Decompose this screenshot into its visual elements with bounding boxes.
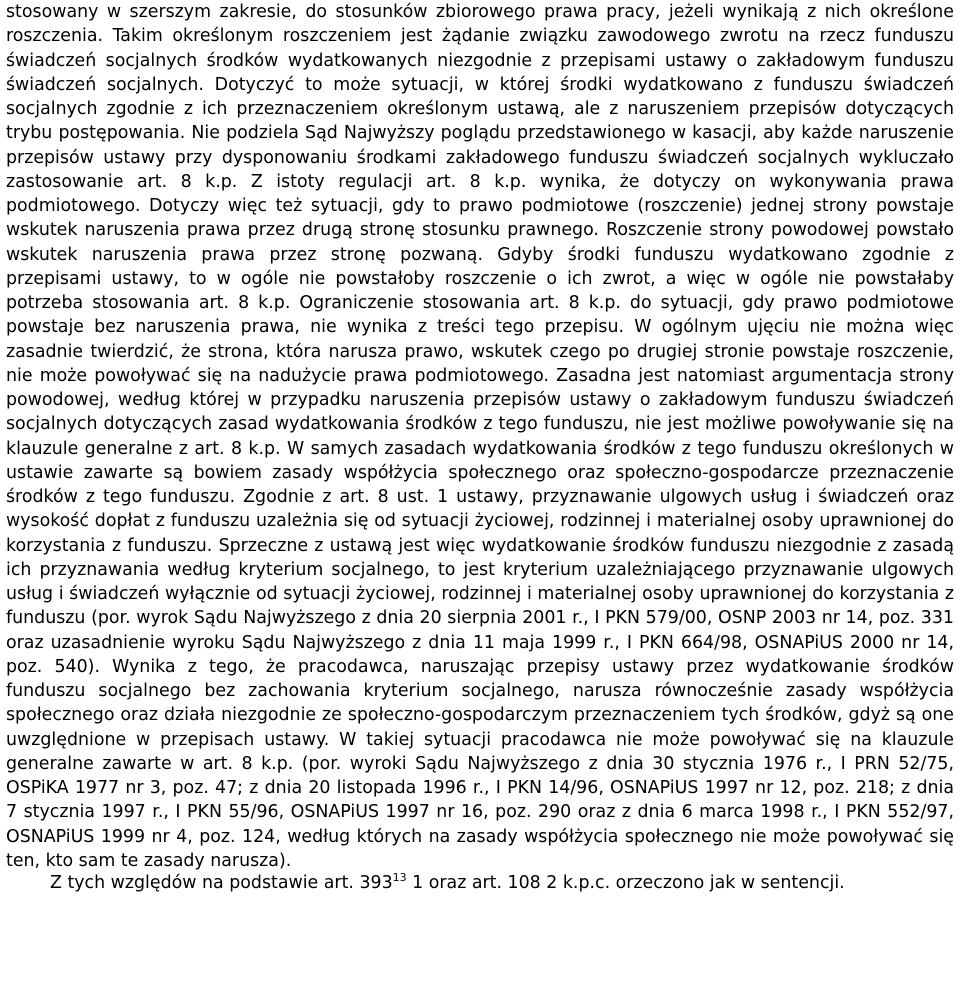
- closing-text-end: 1 oraz art. 108 2 k.p.c. orzeczono jak w sentencji.: [406, 873, 845, 893]
- closing-text-start: Z tych względów na podstawie art. 393: [50, 873, 393, 893]
- closing-paragraph: [6, 871, 954, 895]
- article-superscript: 13: [392, 871, 407, 884]
- body-paragraph: stosowany w szerszym zakresie, do stosunków zbiorowego prawa pracy, jeżeli wynikają z nich określone roszczenia. Takim określonym roszczeniem jest żądanie związku zawodowego zwrotu na rzecz funduszu świadczeń socjalnych środków wydatkowanych niezgodnie z przepisami ustawy o zakładowym funduszu świadczeń socjalnych. Dotyczyć to może sytuacji, w której środki wydatkowano z funduszu świadczeń socjalnych zgodnie z ich przeznaczeniem określonym ustawą, ale z naruszeniem przepisów dotyczących trybu postępowania. Nie podziela Sąd Najwyższy poglądu przedstawionego w kasacji, aby każde naruszenie przepisów ustawy przy dysponowaniu środkami zakładowego funduszu świadczeń socjalnych wykluczało zastosowanie art. 8 k.p. Z istoty regulacji art. 8 k.p. wynika, że dotyczy on wykonywania prawa podmiotowego. Dotyczy więc też sytuacji, gdy to prawo podmiotowe (roszczenie) jednej strony powstaje wskutek naruszenia prawa przez drugą stronę stosunku prawnego. Roszczenie strony powodowej powstało wskutek naruszenia prawa przez stronę pozwaną. Gdyby środki funduszu wydatkowano zgodnie z przepisami ustawy, to w ogóle nie powstałoby roszczenie o ich zwrot, a więc w ogóle nie powstałaby potrzeba stosowania art. 8 k.p. Ograniczenie stosowania art. 8 k.p. do sytuacji, gdy prawo podmiotowe powstaje bez naruszenia prawa, nie wynika z treści tego przepisu. W ogólnym ujęciu nie można więc zasadnie twierdzić, że strona, która narusza prawo, wskutek czego po drugiej stronie powstaje roszczenie, nie może powoływać się na nadużycie prawa podmiotowego. Zasadna jest natomiast argumentacja strony powodowej, według której w przypadku naruszenia przepisów ustawy o zakładowym funduszu świadczeń socjalnych dotyczących zasad wydatkowania środków z tego funduszu, nie jest możliwe powoływanie się na klauzule generalne z art. 8 k.p. W samych zasadach wydatkowania środków z tego funduszu określonych w ustawie zawarte są bowiem zasady współżycia społecznego oraz społeczno-gospodarcze przeznaczenie środków z tego funduszu. Zgodnie z art. 8 ust. 1 ustawy, przyznawanie ulgowych usług i świadczeń oraz wysokość dopłat z funduszu uzależnia się od sytuacji życiowej, rodzinnej i materialnej osoby uprawnionej do korzystania z funduszu. Sprzeczne z ustawą jest więc wydatkowanie środków funduszu niezgodnie z zasadą ich przyznawania według kryterium socjalnego, to jest kryterium uzależniającego przyznawanie ulgowych usług i świadczeń wyłącznie od sytuacji życiowej, rodzinnej i materialnej osoby uprawnionej do korzystania z funduszu (por. wyrok Sądu Najwyższego z dnia 20 sierpnia 2001 r., I PKN 579/00, OSNP 2003 nr 14, poz. 331 oraz uzasadnienie wyroku Sądu Najwyższego z dnia 11 maja 1999 r., I PKN 664/98, OSNAPiUS 2000 nr 14, poz. 540). Wynika z tego, że pracodawca, naruszając przepisy ustawy przez wydatkowanie środków funduszu socjalnego bez zachowania kryterium socjalnego, narusza równocześnie zasady współżycia społecznego oraz działa niezgodnie ze społeczno-gospodarczym przeznaczeniem tych środków, gdyż są one uwzględnione w przepisach ustawy. W takiej sytuacji pracodawca nie może powoływać się na klauzule generalne zawarte w art. 8 k.p. (por. wyroki Sądu Najwyższego z dnia 30 stycznia 1976 r., I PRN 52/75, OSPiKA 1977 nr 3, poz. 47; z dnia 20 listopada 1996 r., I PKN 14/96, OSNAPiUS 1997 nr 12, poz. 218; z dnia 7 stycznia 1997 r., I PKN 55/96, OSNAPiUS 1997 nr 16, poz. 290 oraz z dnia 6 marca 1998 r., I PKN 552/97, OSNAPiUS 1999 nr 4, poz. 124, według których na zasady współżycia społecznego nie może powoływać się ten, kto sam te zasady narusza).: [6, 2, 954, 871]
